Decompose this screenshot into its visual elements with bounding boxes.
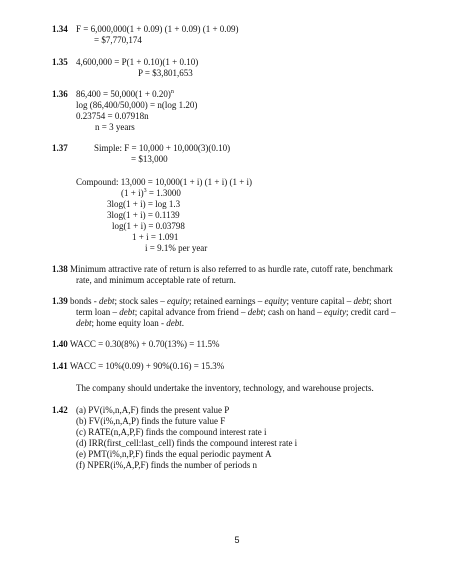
equation-line: 1.41 WACC = 10%(0.09) + 90%(0.16) = 15.3% [52,361,225,371]
equation-line: Compound: 13,000 = 10,000(1 + i) (1 + i) (1 + i) [76,177,253,187]
equation-line: 1 + i = 1.091 [132,232,179,242]
equation-line: P = $3,801,653 [138,68,193,78]
paragraph-line: term loan – debt; capital advance from friend – debt; cash on hand – equity; credit card – [76,307,396,317]
paragraph-line: 1.39 bonds - debt; stock sales – equity; retained earnings – equity; venture capital – debt; short [52,296,392,306]
equation-line: 1.40 WACC = 0.30(8%) + 0.70(13%) = 11.5% [52,339,220,349]
equation-line: log(1 + i) = 0.03798 [112,221,185,231]
paragraph-line: rate, and minimum acceptable rate of return. [76,275,236,285]
problem-number-1-34: 1.34 [52,24,68,34]
equation-line: n = 3 years [95,122,135,132]
equation-line: = $13,000 [131,154,168,164]
equation-line: Simple: F = 10,000 + 10,000(3)(0.10) [94,143,231,153]
equation-line: $86,400 = 50,000(1 + 0.20)^n$ [76,89,174,99]
equation-line: F = 6,000,000(1 + 0.09) (1 + 0.09) (1 + 0.09) [76,24,239,34]
equation-line: = $7,770,174 [94,35,142,45]
problem-number-1-37: 1.37 [52,143,68,153]
equation-line: i = 9.1% per year [145,243,208,253]
list-item: (b) FV(i%,n,A,P) finds the future value F [76,416,226,426]
paragraph-line: 1.38 Minimum attractive rate of return is also referred to as hurdle rate, cutoff rate, benchmark [52,264,393,274]
list-item: (e) PMT(i%,n,P,F) finds the equal periodic payment A [76,449,272,459]
paragraph-line: debt; home equity loan - debt. [76,318,184,328]
paragraph-line: The company should undertake the inventory, technology, and warehouse projects. [76,383,374,393]
equation-line: $(1 + i)^3 = 1.3000$ [121,188,181,198]
list-item: (c) RATE(n,A,P,F) finds the compound interest rate i [76,427,267,437]
problem-number-1-35: 1.35 [52,57,68,67]
page-number: 5 [234,535,240,545]
list-item: (a) PV(i%,n,A,F) finds the present value P [76,405,230,415]
problem-number-1-42: 1.42 [52,405,68,415]
equation-line: 4,600,000 = P(1 + 0.10)(1 + 0.10) [76,57,199,67]
problem-number-1-36: 1.36 [52,89,68,99]
equation-line: 0.23754 = 0.07918n [76,111,149,121]
equation-line: 3log(1 + i) = log 1.3 [107,199,181,209]
equation-line: 3log(1 + i) = 0.1139 [107,210,180,220]
list-item: (f) NPER(i%,A,P,F) finds the number of periods n [76,460,257,470]
equation-line: log (86,400/50,000) = n(log 1.20) [76,100,198,110]
list-item: (d) IRR(first_cell:last_cell) finds the compound interest rate i [76,438,298,448]
